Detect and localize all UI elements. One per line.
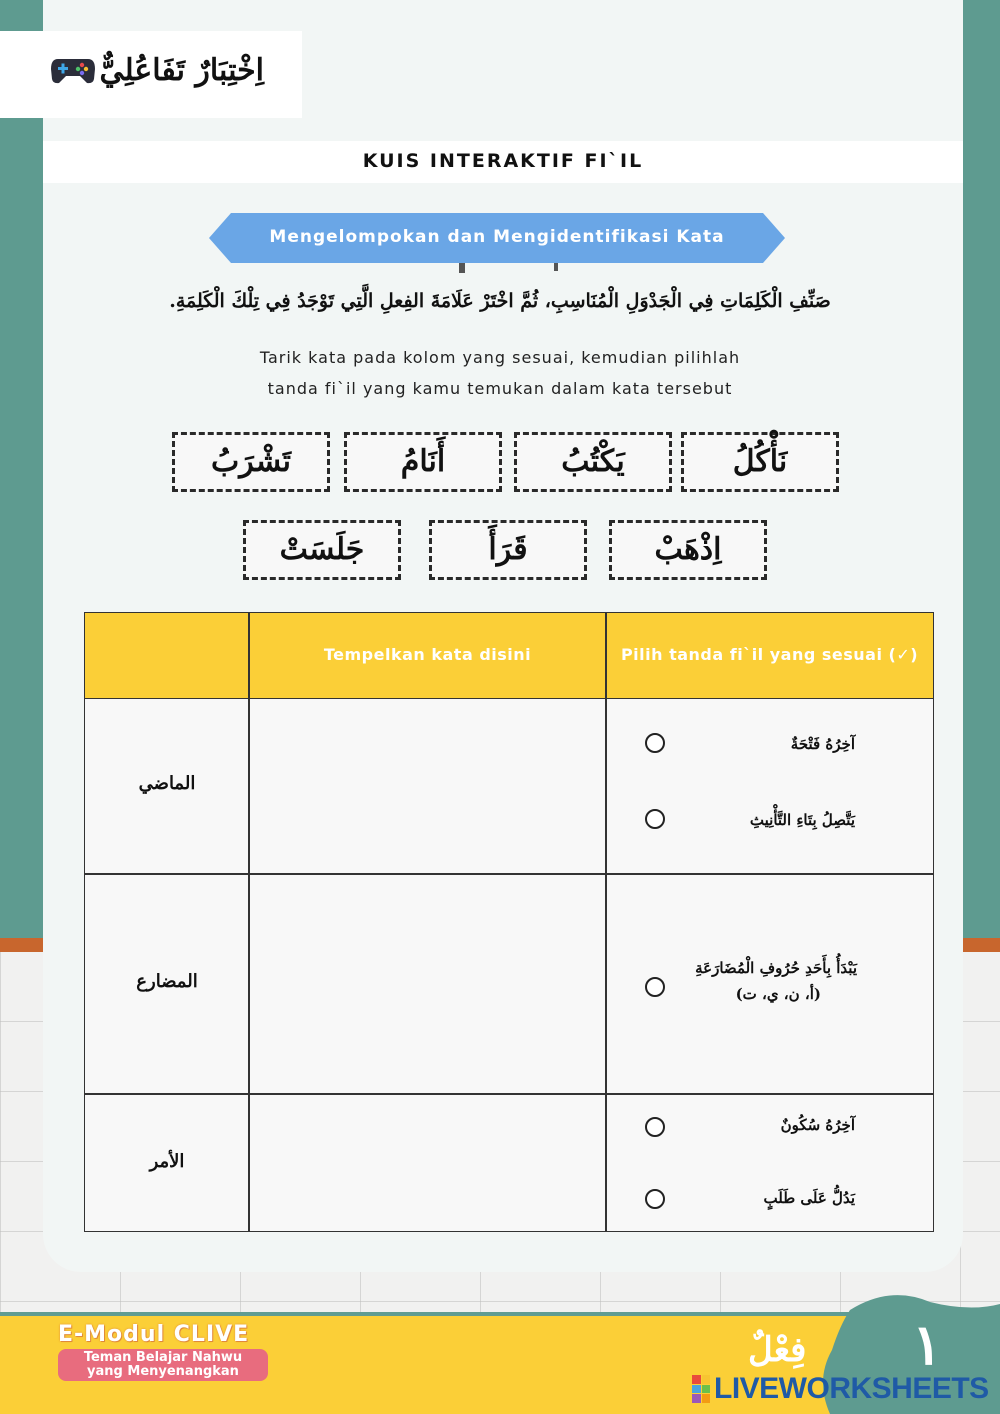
brand-subtitle-line-1: Teman Belajar Nahwu — [83, 1350, 243, 1365]
instruction-line-2: tanda fi`il yang kamu temukan dalam kata tersebut — [267, 379, 733, 398]
option-label-letters: (أ، ن، ي، ت) — [735, 985, 821, 1003]
brand-subtitle-line-2: yang Menyenangkan — [87, 1364, 239, 1379]
category-madhi: الماضي — [138, 773, 196, 794]
option-label: يَدُلُّ عَلَى طَلَبٍ — [763, 1189, 855, 1207]
radio-button[interactable] — [645, 1189, 665, 1209]
quiz-title: KUIS INTERAKTIF FI`IL — [362, 150, 644, 172]
table-header — [85, 613, 933, 699]
radio-button[interactable] — [645, 1117, 665, 1137]
divider — [605, 613, 607, 1231]
brand-logo — [58, 1322, 273, 1381]
option-label: آخِرُهُ سُكُونٌ — [780, 1116, 855, 1134]
instruction-indonesian — [100, 342, 900, 404]
classification-table — [84, 612, 934, 1232]
page-title: اِخْتِبَارٌ تَفَاعُلِيٌّ — [99, 53, 264, 88]
word-card[interactable]: يَكْتُبُ — [514, 432, 672, 492]
category-mudhari: المضارع — [136, 971, 198, 992]
word-card[interactable]: اِذْهَبْ — [609, 520, 767, 580]
liveworksheets-watermark — [692, 1372, 989, 1406]
drop-zone-madhi[interactable] — [250, 701, 604, 872]
section-banner — [209, 213, 785, 263]
option-label: يَتَّصِلُ بِتَاءِ التَّأْنِيثِ — [749, 811, 855, 829]
page-number: ١ — [912, 1312, 943, 1378]
gamepad-icon — [50, 55, 96, 85]
category-amr: الأمر — [149, 1151, 185, 1172]
word-card[interactable]: جَلَسَتْ — [243, 520, 401, 580]
word-card[interactable]: نَأْكُلُ — [681, 432, 839, 492]
radio-button[interactable] — [645, 733, 665, 753]
drop-zone-mudhari[interactable] — [250, 875, 604, 1092]
footer-arabic-word: فِعْلٌ — [748, 1330, 807, 1370]
word-card[interactable]: تَشْرَبُ — [172, 432, 330, 492]
brand-title: E-Modul CLIVE — [58, 1322, 250, 1347]
drop-zone-amr[interactable] — [250, 1095, 604, 1231]
banner-text: Mengelompokan dan Mengidentifikasi Kata — [269, 227, 725, 247]
word-card[interactable]: قَرَأَ — [429, 520, 587, 580]
header-col-options: Pilih tanda fi`il yang sesuai (✓) — [620, 645, 919, 664]
brand-subtitle — [58, 1349, 268, 1381]
quiz-title-bar — [43, 141, 963, 183]
option-label: يَبْدَأُ بِأَحَدِ حُرُوفِ الْمُضَارَعَةِ — [695, 959, 857, 977]
word-card[interactable]: أَنَامُ — [344, 432, 502, 492]
title-card — [0, 31, 302, 118]
instruction-arabic: صَنِّفِ الْكَلِمَاتِ فِي الْجَدْوَلِ الْمُنَاسِبِ، ثُمَّ اخْتَرْ عَلَامَةَ الفِعلِ الَّتِي تَوْجَدُ فِي تِلْكَ الْكَلِمَةِ. — [169, 290, 831, 312]
radio-button[interactable] — [645, 809, 665, 829]
liveworksheets-logo-icon — [692, 1375, 710, 1403]
option-label: آخِرُهُ فَتْحَةٌ — [790, 735, 855, 753]
instruction-line-1: Tarik kata pada kolom yang sesuai, kemudian pilihlah — [259, 348, 741, 367]
radio-button[interactable] — [645, 977, 665, 997]
watermark-text: LIVEWORKSHEETS — [714, 1372, 989, 1405]
header-col-drop: Tempelkan kata disini — [323, 645, 532, 664]
